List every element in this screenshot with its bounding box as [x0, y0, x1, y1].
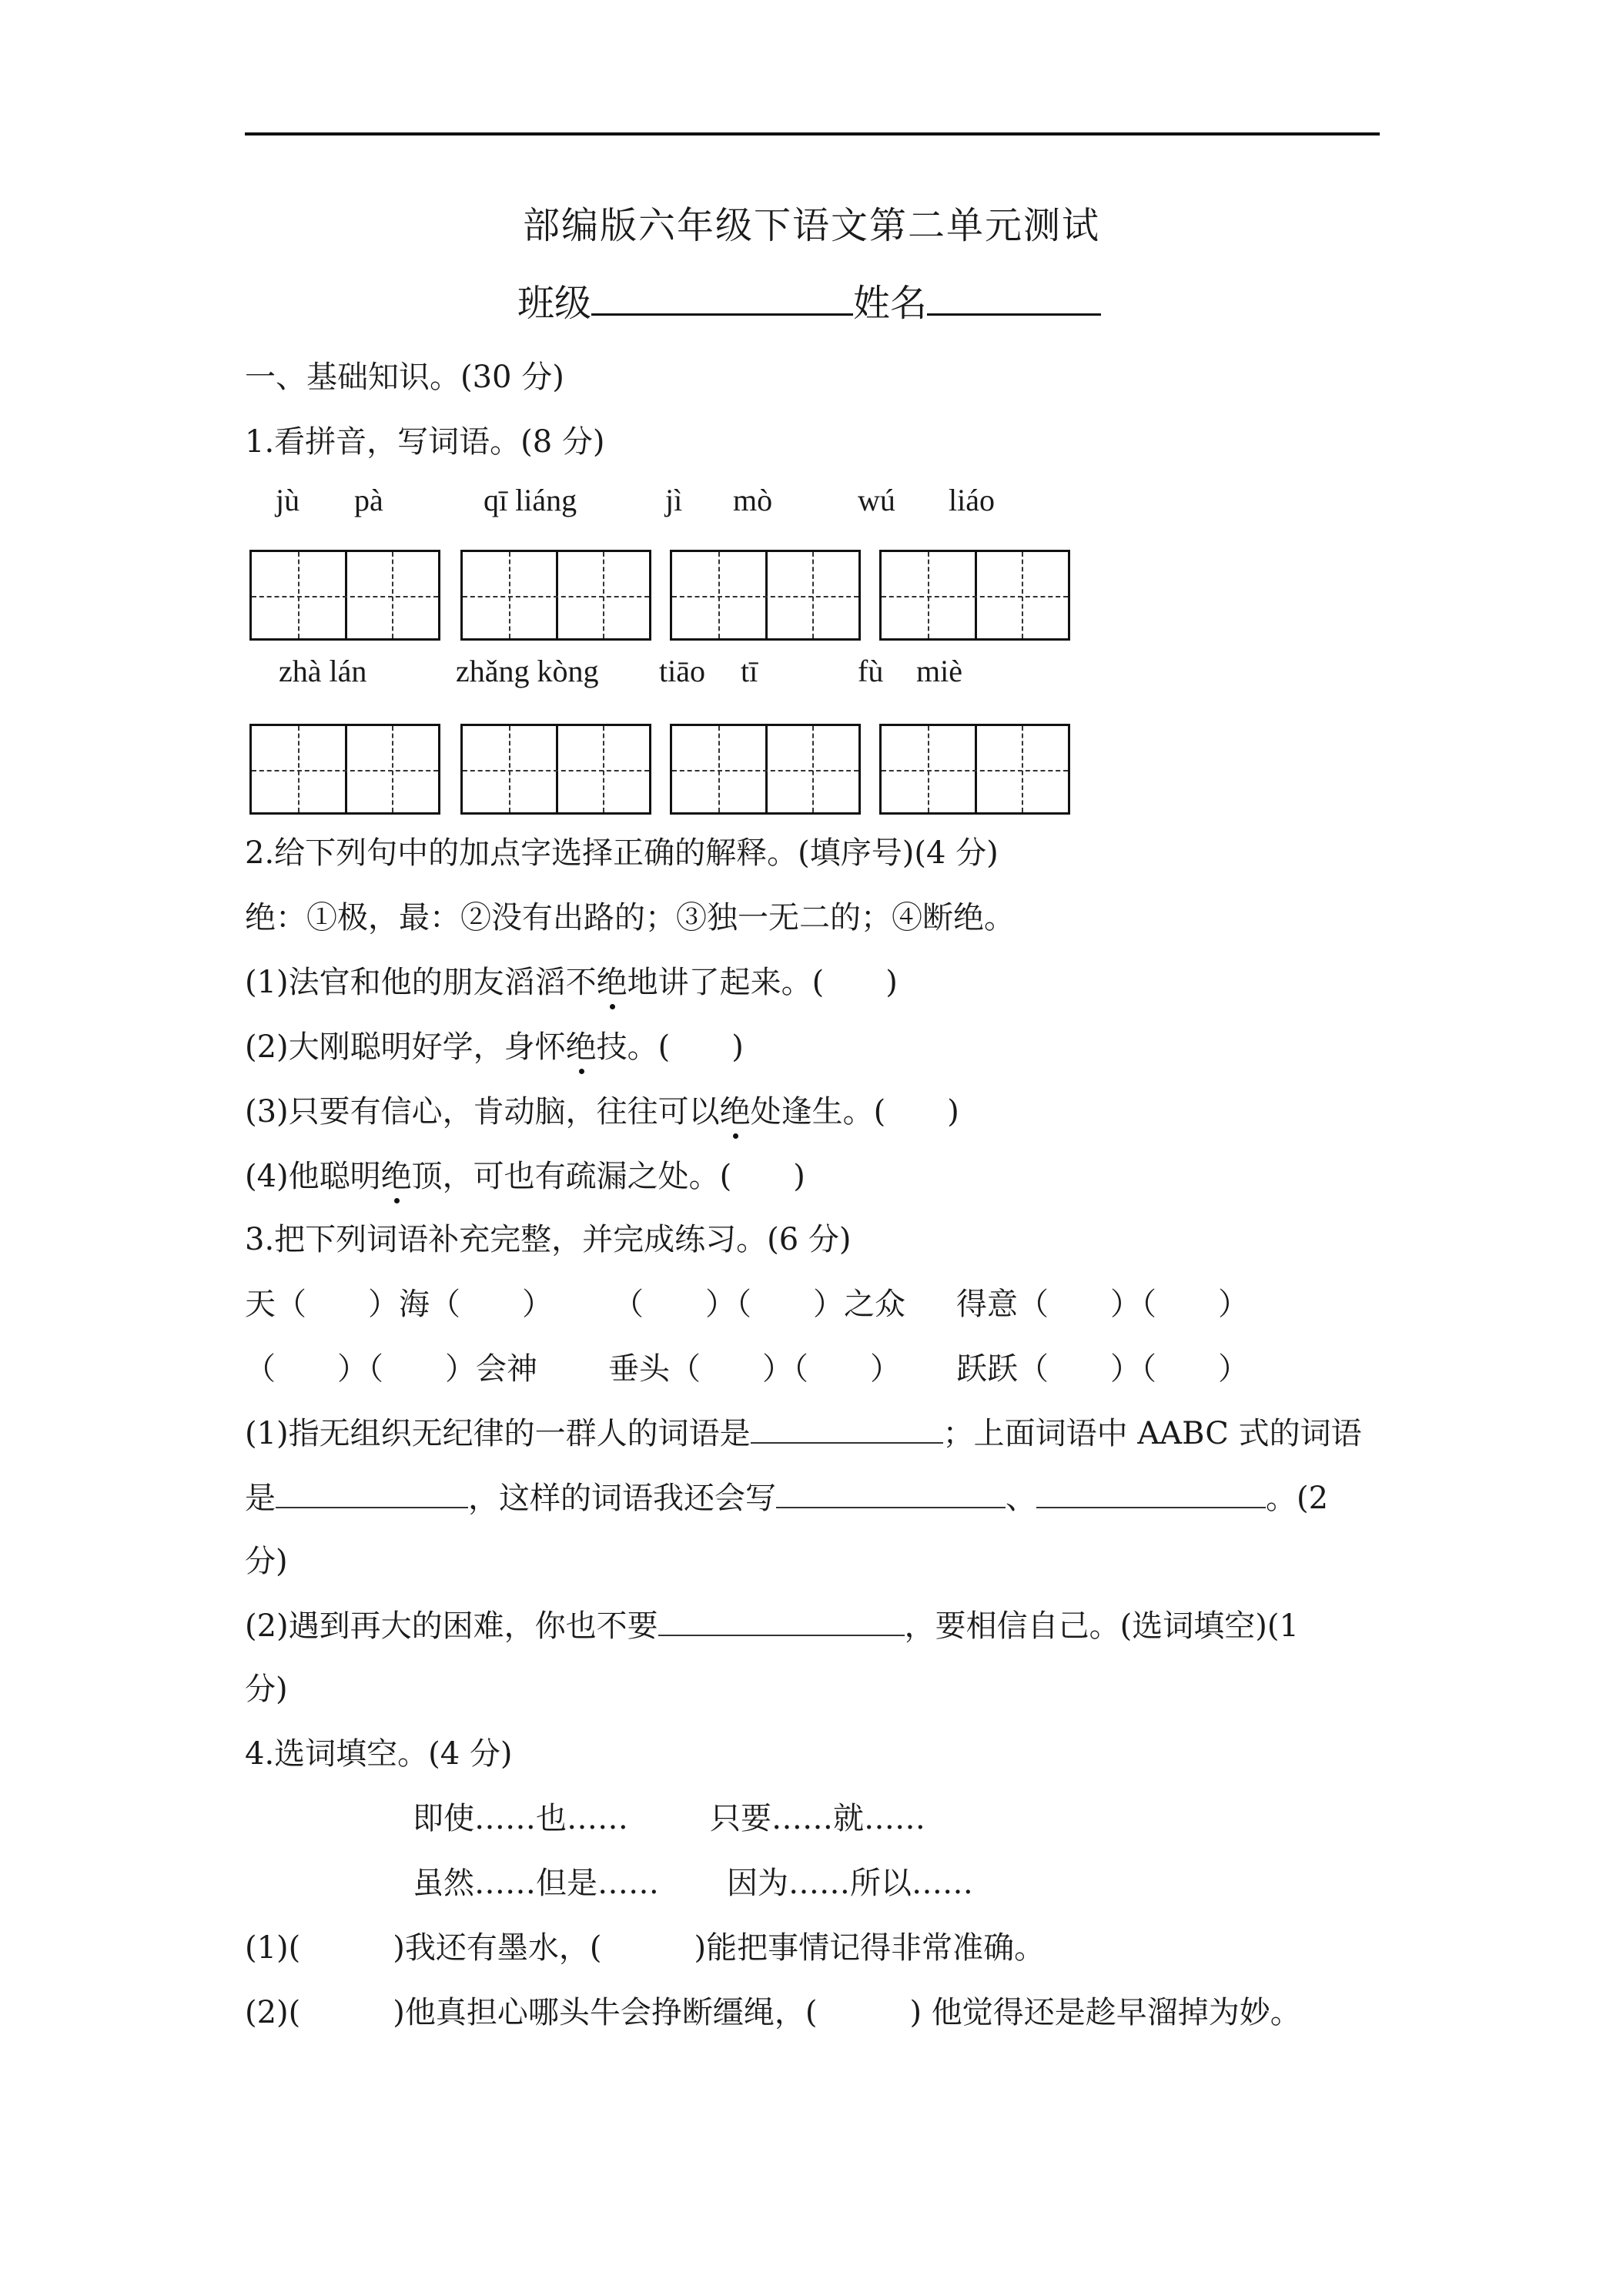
q3-part1-line1: (1)指无组织无纪律的一群人的词语是 ；上面词语中 AABC 式的词语 — [245, 1409, 1362, 1453]
pinyin: zhǎng kòng — [456, 654, 599, 688]
idiom-blank: 天（ ）海（ ） — [245, 1287, 553, 1322]
idiom-blank: 跃跃（ ）（ ） — [956, 1351, 1249, 1387]
q3-part2-line1: (2)遇到再大的困难，你也不要 ，要相信自己。(选词填空)(1 — [245, 1602, 1299, 1645]
conjunction-option: 即使……也…… — [413, 1801, 628, 1836]
writing-grid[interactable] — [879, 724, 1070, 815]
class-name-line — [517, 273, 1101, 326]
dotted-char: 绝 — [381, 1152, 412, 1196]
q2-item: (2)大刚聪明好学，身怀绝技。( ) — [245, 1022, 744, 1066]
answer-blank[interactable] — [658, 1605, 905, 1636]
answer-blank[interactable] — [1036, 1478, 1266, 1508]
writing-grid[interactable] — [249, 724, 440, 815]
pinyin: jù — [276, 483, 300, 517]
q4-sentence: (1)( )我还有墨水，( )能把事情记得非常准确。 — [245, 1930, 1046, 1966]
q2-definition: 绝：①极，最：②没有出路的；③独一无二的；④断绝。 — [245, 900, 1015, 935]
q2-item: (1)法官和他的朋友滔滔不绝地讲了起来。( ) — [245, 958, 898, 1002]
pinyin: wú — [858, 483, 895, 517]
writing-grid[interactable] — [460, 550, 651, 641]
dotted-char: 绝 — [566, 1022, 597, 1066]
q3-part1-line2: 是 ，这样的词语我还会写 、 。(2 — [245, 1474, 1328, 1518]
page-title: 部编版六年级下语文第二单元测试 — [522, 204, 1100, 247]
conjunction-option: 只要……就…… — [710, 1801, 925, 1836]
answer-blank[interactable] — [276, 1478, 468, 1508]
q4-prompt: 4.选词填空。(4 分) — [245, 1736, 513, 1772]
dotted-char: 绝 — [720, 1087, 751, 1131]
answer-blank[interactable] — [776, 1478, 1006, 1508]
pinyin: tī — [741, 654, 758, 688]
writing-grid[interactable] — [460, 724, 651, 815]
q2-item: (3)只要有信心，肯动脑，往往可以绝处逢生。( ) — [245, 1087, 959, 1131]
idiom-blank: （ ）（ ）会神 — [245, 1351, 537, 1387]
conjunction-option: 虽然……但是…… — [413, 1866, 659, 1901]
idiom-blank: 垂头（ ）（ ） — [608, 1351, 901, 1387]
q1-prompt: 1.看拼音，写词语。(8 分) — [245, 424, 605, 460]
name-blank[interactable] — [927, 283, 1101, 316]
pinyin: qī liáng — [484, 483, 577, 517]
q2-prompt: 2.给下列句中的加点字选择正确的解释。(填序号)(4 分) — [245, 835, 999, 871]
q3-part2-line2: 分) — [245, 1672, 288, 1707]
idiom-blank: （ ）（ ）之众 — [613, 1287, 905, 1322]
pinyin: pà — [354, 483, 383, 517]
q3-part1-line3: 分) — [245, 1544, 288, 1579]
top-rule — [245, 132, 1380, 136]
pinyin: tiāo — [659, 654, 705, 688]
q2-item: (4)他聪明绝顶，可也有疏漏之处。( ) — [245, 1152, 805, 1196]
answer-blank[interactable] — [751, 1413, 943, 1444]
pinyin: mò — [733, 483, 773, 517]
pinyin: zhà lán — [279, 654, 367, 688]
pinyin: miè — [916, 654, 962, 688]
idiom-blank: 得意（ ）（ ） — [956, 1287, 1249, 1322]
section1-heading: 一、基础知识。(30 分) — [245, 360, 564, 395]
pinyin: fù — [858, 654, 884, 688]
conjunction-option: 因为……所以…… — [727, 1866, 973, 1901]
class-blank[interactable] — [591, 283, 853, 316]
class-label: 班级 — [517, 282, 592, 325]
q3-prompt: 3.把下列词语补充完整，并完成练习。(6 分) — [245, 1222, 852, 1257]
pinyin: liáo — [949, 483, 995, 517]
dotted-char: 绝 — [597, 958, 627, 1002]
writing-grid[interactable] — [670, 550, 861, 641]
writing-grid[interactable] — [670, 724, 861, 815]
q4-sentence: (2)( )他真担心哪头牛会挣断缰绳，( ) 他觉得还是趁早溜掉为妙。 — [245, 1995, 1301, 2030]
writing-grid[interactable] — [879, 550, 1070, 641]
pinyin: jì — [665, 483, 683, 517]
writing-grid[interactable] — [249, 550, 440, 641]
name-label: 姓名 — [853, 282, 928, 325]
